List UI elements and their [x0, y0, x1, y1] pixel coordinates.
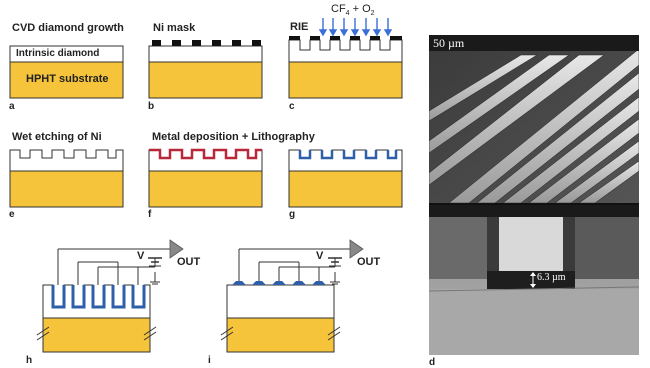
panel-b-diagram	[149, 40, 262, 98]
panel-label-a: a	[9, 101, 15, 112]
label-voltage-i: V	[316, 250, 324, 262]
sem-depth-label: 6.3 µm	[537, 272, 566, 283]
label-plus-o: + O	[349, 3, 371, 15]
label-voltage-h: V	[137, 250, 145, 262]
label-cf4-o2	[331, 3, 375, 17]
panel-label-b: b	[148, 101, 155, 112]
panel-label-g: g	[289, 209, 296, 220]
panel-h-diagram	[37, 240, 183, 352]
label-cf4: CF	[331, 3, 346, 15]
sem-micrographs	[429, 35, 639, 355]
panel-g-diagram	[289, 150, 402, 207]
panel-label-c: c	[289, 101, 295, 112]
panel-f-diagram	[149, 150, 262, 207]
panel-label-f: f	[148, 209, 152, 220]
label-hpht-substrate: HPHT substrate	[26, 73, 109, 85]
label-out-i: OUT	[357, 256, 381, 268]
sem-scale-bar-label: 50 µm	[433, 36, 465, 50]
label-intrinsic-diamond: Intrinsic diamond	[16, 48, 100, 59]
panel-label-d: d	[429, 357, 436, 368]
panel-e-diagram	[10, 150, 123, 207]
panel-label-e: e	[9, 209, 15, 220]
label-wet-etching: Wet etching of Ni	[12, 131, 102, 143]
label-cf4-subscript: 4	[345, 10, 350, 18]
label-rie: RIE	[290, 21, 309, 33]
panel-label-h: h	[26, 355, 33, 366]
label-o2-subscript: 2	[370, 10, 375, 18]
sem-image-graphics	[429, 35, 639, 355]
label-cvd-growth: CVD diamond growth	[12, 22, 124, 34]
label-out-h: OUT	[177, 256, 201, 268]
panel-i-diagram	[221, 240, 363, 352]
label-metal-deposition: Metal deposition + Lithography	[152, 131, 315, 143]
label-ni-mask: Ni mask	[153, 22, 196, 34]
panel-label-i: i	[208, 355, 211, 366]
